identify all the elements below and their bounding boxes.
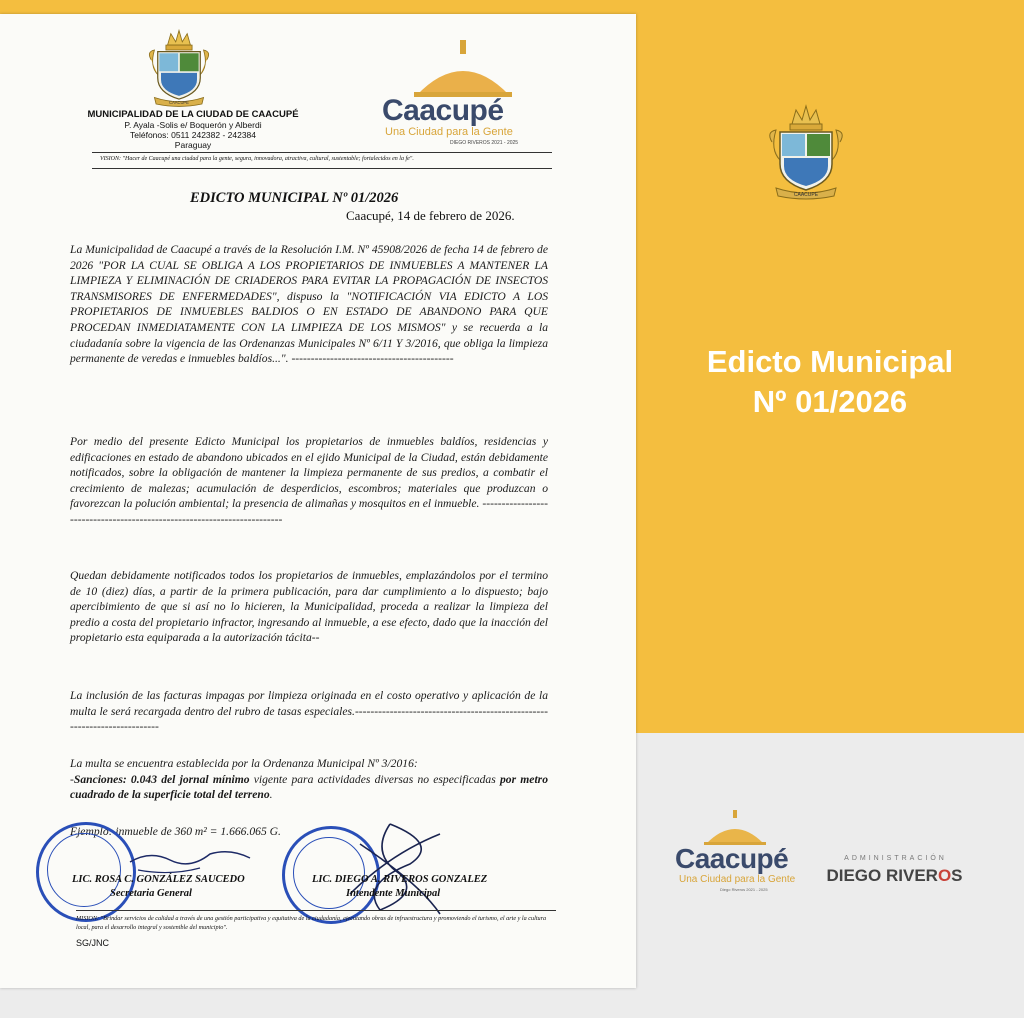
secretary-role: Secretaria General [110,888,192,899]
bottom-logo-word: Caacupé [675,843,789,874]
caacupe-header-logo [380,40,550,146]
fine-per-meter: por metro cuadrado de la superficie total del terreno [70,772,548,802]
secretary-name: LIC. ROSA C. GONZÁLEZ SAUCEDO [72,874,245,885]
fine-mid: vigente para actividades diversas no especificadas [249,772,500,786]
paragraph-1: La Municipalidad de Caacupé a través de la Resolución I.M. Nº 45908/2026 de fecha 14 de febrero de 2026 "POR LA CUAL SE OBLIGA A LOS PROPIETARIOS DE INMUEBLES A MANTENER LA LIMPIEZA Y ELIMINACIÓN DE CRIADEROS PARA EVITAR LA PROPAGACIÓN DE INSECTOS TRANSMISORES DE ENFERMEDADES", dispuso la "NOTIFICACIÓN VIA EDICTO A LOS PROPIETARIOS DE INMUEBLES BALDIOS O EN ESTADO DE ABANDONO PARA QUE PROCEDAN INMEDIATAMENTE CON LA LIMPIEZA DE LOS MISMOS" y se recuerda a la ciudadanía sobre la vigencia de las Ordenanzas Municipales Nº 6/11 Y 3/2016, que obliga la limpieza permanente de veredas e inmuebles baldíos...". ------------------------------------------ [70,243,548,366]
side-title-line1: Edicto Municipal [706,344,954,379]
caacupe-crest-icon [762,102,850,202]
municipality-phones: Teléfonos: 0511 242382 - 242384 [129,130,257,140]
fine-example: Ejemplo: inmueble de 360 m² = 1.666.065 G. [70,825,281,838]
side-title-line2: Nº 01/2026 [752,384,908,419]
header-rule [92,152,552,153]
fine-intro: La multa se encuentra establecida por la Ordenanza Municipal Nº 3/2016: [70,757,418,770]
mayor-name: LIC. DIEGO A. RIVEROS GONZALEZ [312,874,488,885]
side-title [636,342,1024,422]
vision-rule [92,168,552,169]
edict-document [0,14,636,988]
svg-text:CAACUPE: CAACUPE [169,100,189,105]
paragraph-3: Quedan debidamente notificados todos los propietarios de inmuebles, emplazándolos por el termino de 10 (diez) días, a partir de la primera publicación, para dar cumplimiento a lo dispuesto; bajo apercibimiento de que si así no lo hicieren, la Municipalidad, proceda a realizar la limpieza del predio a costa del propietario infractor, ingresando al inmueble, a ese efecto, dado que la inacción del propietario esta equiparada a la autorización tácita-- [70,569,548,645]
admin-name-o: O [937,866,952,885]
edict-date: Caacupé, 14 de febrero de 2026. [346,208,515,223]
header-logo-word: Caacupé [382,94,504,127]
header-logo-tagline: Una Ciudad para la Gente [385,126,513,138]
bottom-logo-small: Diego Riveros 2021 - 2025 [720,887,768,892]
municipality-header [73,109,313,150]
dome-icon [700,810,770,846]
admin-label: ADMINISTRACIÓN [844,855,947,862]
mission-text: MISION: "Brindar servicios de calidad a través de una gestión participativa y equitativa de la ciudadanía, ejecutando obras de infraestructura y promoviendo el turismo, el arte y la cultura local, para el desarrollo integral y sostenible del municipio". [76,915,547,931]
bottom-logo-tagline: Una Ciudad para la Gente [679,874,796,885]
signature-scribbles-icon [90,814,490,924]
municipality-name: MUNICIPALIDAD DE LA CIUDAD DE CAACUPÉ [87,109,299,120]
footer-rule [76,910,556,911]
header-logo-admin: DIEGO RIVEROS 2021 - 2025 [450,140,519,146]
fine-sanction: Sanciones: 0.043 del jornal mínimo [73,772,250,786]
fine-prefix: - [70,772,74,786]
municipal-crest-icon [143,26,215,110]
paragraph-fine [70,756,548,803]
paragraph-4: La inclusión de las facturas impagas por limpieza originada en el costo operativo y aplicación de la multa le será recargada dentro del rubro de tasas especiales.------------------------------------------------------------------------- [70,689,548,734]
admin-name [812,866,977,886]
caacupe-bottom-logo [672,810,797,900]
dome-icon [408,40,518,98]
municipality-country: Paraguay [174,140,212,150]
admin-name-end: S [951,866,963,885]
mayor-role: Intendente Municipal [346,888,441,899]
edict-title: EDICTO MUNICIPAL Nº 01/2026 [190,190,399,206]
fine-end: . [269,788,273,802]
paragraph-2: Por medio del presente Edicto Municipal los propietarios de inmuebles baldíos, residencias y edificaciones en estado de abandono ubicados en el ejido Municipal de la Ciudad, están debidamente notificados, sobre la obligación de mantener la limpieza permanente de sus predios, a combatir el crecimiento de malezas; acumulación de desperdicios, escombros; materiales que produzcan o favorezcan la polución ambiental; la presencia de alimañas y mosquitos en el inmueble. ------------------------------------------------------------------------ [70,435,548,526]
vision-text: VISION: "Hacer de Caacupé una ciudad para la gente, segura, innovadora, atractiva, cultural, sustentable; fortalecidos en la fe". [100,156,414,162]
municipality-address: P. Ayala -Solis e/ Boquerón y Alberdi [124,120,262,130]
svg-text:CAACUPE: CAACUPE [793,192,819,198]
admin-name-main: DIEGO RIVER [826,866,938,885]
footer-initials: SG/JNC [76,938,110,948]
